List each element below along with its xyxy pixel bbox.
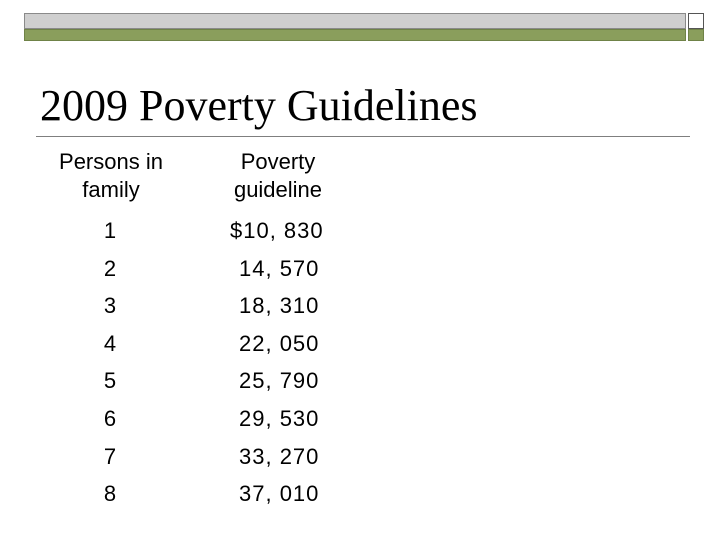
guideline-cell: 37, 010: [239, 481, 320, 507]
guideline-cell: 29, 530: [239, 405, 320, 431]
guideline-cell: 33, 270: [239, 443, 320, 469]
column-header-persons-line-1: Persons in: [59, 149, 163, 174]
persons-cell: 6: [103, 405, 117, 431]
persons-cell: 4: [103, 330, 117, 356]
table-row: [0, 400, 720, 438]
title-divider: [36, 136, 690, 137]
guideline-cell: 22, 050: [239, 330, 320, 356]
table-row: [0, 287, 720, 325]
guideline-cell: 18, 310: [239, 293, 320, 319]
page-title: 2009 Poverty Guidelines: [40, 81, 478, 130]
persons-cell: 3: [103, 293, 117, 319]
guideline-cell: 25, 790: [239, 368, 320, 394]
guideline-cell: $10, 830: [230, 218, 324, 243]
table-row: [0, 325, 720, 363]
table-row: [0, 212, 720, 250]
column-header-persons: [36, 148, 186, 204]
persons-cell: 5: [103, 368, 117, 394]
table-row: [0, 250, 720, 288]
header-square-fill: [688, 29, 704, 41]
table-row: [0, 475, 720, 513]
header-bar-bottom: [24, 29, 686, 41]
guideline-table: [0, 212, 720, 513]
table-row: [0, 362, 720, 400]
column-header-persons-line-2: family: [82, 177, 140, 202]
persons-cell: 7: [103, 443, 117, 469]
guideline-cell: 14, 570: [239, 255, 320, 281]
persons-cell: 2: [103, 255, 117, 281]
column-header-guideline-line-1: Poverty: [240, 149, 316, 174]
column-header-guideline: [198, 148, 358, 204]
column-header-guideline-line-2: guideline: [233, 177, 323, 202]
table-row: [0, 438, 720, 476]
persons-cell: 8: [103, 481, 117, 507]
header-bar-top: [24, 13, 686, 29]
persons-cell: 1: [103, 218, 117, 243]
header-square-outline: [688, 13, 704, 29]
